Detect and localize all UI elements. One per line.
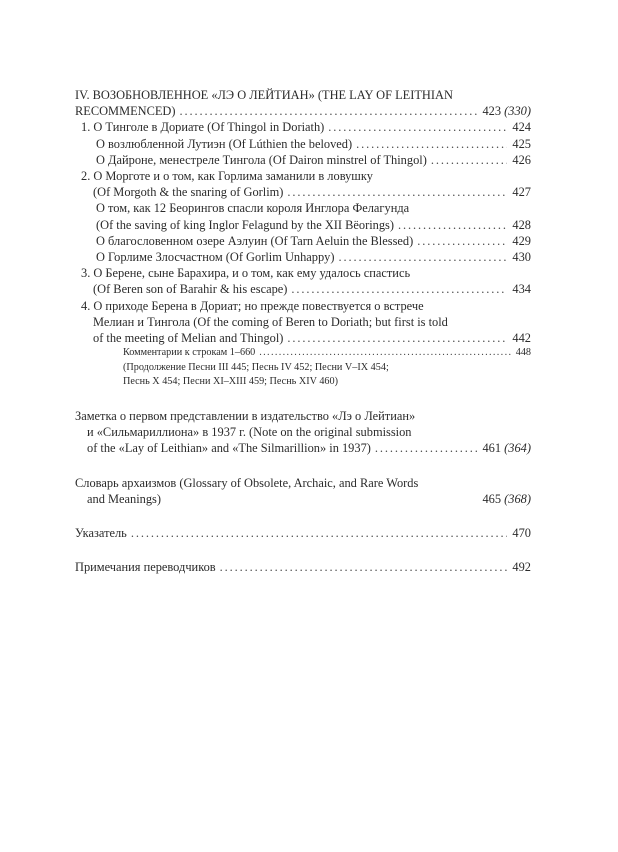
page-number: 425: [512, 136, 531, 151]
dot-leader: [328, 119, 507, 135]
toc-entry-index[interactable]: [75, 525, 531, 541]
toc-entry[interactable]: [75, 168, 531, 200]
page-number: 426: [512, 152, 531, 167]
dot-leader: [398, 217, 507, 233]
toc-entry[interactable]: [75, 298, 531, 347]
page-number: 424: [512, 120, 531, 135]
page-number: 434: [512, 282, 531, 297]
toc-entry-glossary[interactable]: [75, 475, 531, 507]
toc-entry[interactable]: [75, 200, 531, 232]
entry-title: Указатель: [75, 526, 127, 541]
page-number: 430: [512, 250, 531, 265]
dot-leader: [291, 281, 507, 297]
entry-title-line: (Of Beren son of Barahir & his escape): [93, 282, 288, 297]
dot-leader: [220, 559, 508, 575]
page-number: 461 (364): [482, 441, 531, 456]
entry-title-line: of the meeting of Melian and Thingol): [93, 331, 284, 346]
dot-leader: [287, 184, 507, 200]
entry-title-line: (Of the saving of king Inglor Felagund by the XII Bëorings): [96, 217, 395, 232]
page-number: 427: [512, 185, 531, 200]
dot-leader: [356, 136, 507, 152]
entry-title: О Горлиме Злосчастном (Of Gorlim Unhappy): [96, 250, 335, 265]
entry-title-line: Словарь архаизмов (Glossary of Obsolete, Archaic, and Rare Words: [75, 475, 419, 490]
page-number: 470: [512, 526, 531, 541]
entry-title: О возлюбленной Лутиэн (Of Lúthien the beloved): [96, 136, 353, 151]
commentary-note: (Продолжение Песни III 445; Песнь IV 452; Песни V–IX 454;: [123, 361, 389, 373]
page-number: 423 (330): [482, 104, 531, 119]
entry-title: Комментарии к строкам 1–660: [123, 347, 256, 359]
entry-title: 1. О Тинголе в Дориате (Of Thingol in Doriath): [81, 120, 325, 135]
toc-entry-part-iv[interactable]: [75, 87, 531, 119]
entry-title-line: of the «Lay of Leithian» and «The Silmarillion» in 1937): [87, 441, 371, 456]
entry-title-line: Заметка о первом представлении в издательство «Лэ о Лейтиан»: [75, 409, 416, 424]
entry-title-line: RECOMMENCED): [75, 104, 176, 119]
toc-entry[interactable]: [75, 249, 531, 265]
toc-entry[interactable]: [75, 152, 531, 168]
entry-title: О благословенном озере Аэлуин (Of Tarn Aeluin the Blessed): [96, 233, 414, 248]
table-of-contents: [75, 87, 531, 575]
dot-leader: [180, 103, 478, 119]
page-number: 465 (368): [482, 491, 531, 506]
page-number: 448: [515, 347, 531, 359]
entry-title-line: 3. О Берене, сыне Барахира, и о том, как ему удалось спастись: [81, 266, 411, 281]
toc-entry-commentary[interactable]: [75, 346, 531, 390]
page-number: 429: [512, 233, 531, 248]
toc-entry-translators-notes[interactable]: [75, 559, 531, 575]
toc-entry[interactable]: [75, 233, 531, 249]
entry-title-line: IV. ВОЗОБНОВЛЕННОЕ «ЛЭ О ЛЕЙТИАН» (THE LAY OF LEITHIAN: [75, 88, 453, 102]
commentary-note: Песнь X 454; Песни XI–XIII 459; Песнь XIV 460): [123, 376, 338, 388]
entry-title: Примечания переводчиков: [75, 560, 216, 575]
toc-entry[interactable]: [75, 119, 531, 135]
entry-title-line: 2. О Морготе и о том, как Горлима заманили в ловушку: [81, 169, 373, 184]
dot-leader: [259, 346, 510, 361]
toc-entry-note[interactable]: [75, 408, 531, 457]
dot-leader: [417, 233, 507, 249]
entry-title-line: 4. О приходе Берена в Дориат; но прежде повествуется о встрече: [81, 298, 424, 313]
page-number: 442: [512, 331, 531, 346]
entry-title: О Дайроне, менестреле Тингола (Of Dairon minstrel of Thingol): [96, 152, 427, 167]
entry-title-line: (Of Morgoth & the snaring of Gorlim): [93, 185, 284, 200]
toc-entry[interactable]: [75, 265, 531, 297]
toc-entry[interactable]: [75, 136, 531, 152]
dot-leader: [131, 525, 508, 541]
dot-leader: [431, 152, 508, 168]
entry-title-line: и «Сильмариллиона» в 1937 г. (Note on the original submission: [87, 425, 412, 440]
entry-title-line: Мелиан и Тингола (Of the coming of Beren to Doriath; but first is told: [93, 314, 448, 329]
page-number: 428: [512, 217, 531, 232]
entry-title-line: О том, как 12 Беорингов спасли короля Инглора Фелагунда: [96, 201, 410, 216]
page-number: 492: [512, 560, 531, 575]
dot-leader: [339, 249, 508, 265]
entry-title-line: and Meanings): [87, 491, 161, 506]
dot-leader: [375, 440, 478, 456]
dot-leader: [287, 330, 507, 346]
